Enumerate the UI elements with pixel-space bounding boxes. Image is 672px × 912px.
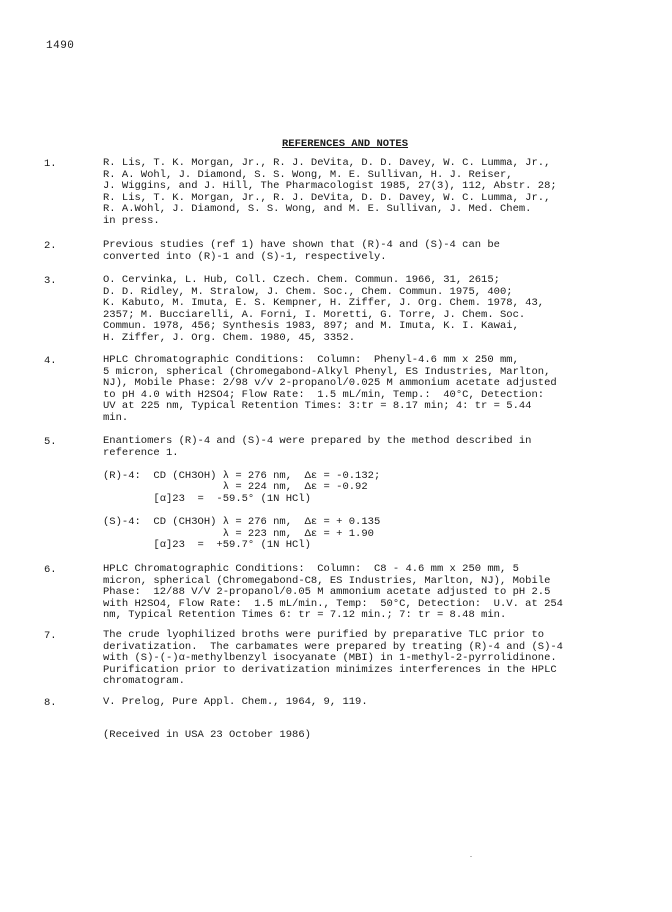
reference-line: with (S)-(-)α-methylbenzyl isocyanate (MBI) in 1-methyl-2-pyrrolidinone. xyxy=(103,652,557,665)
reference-line: Enantiomers (R)-4 and (S)-4 were prepared by the method described in xyxy=(103,435,532,447)
reference-line: converted into (R)-1 and (S)-1, respectively. xyxy=(103,250,387,263)
section-title: REFERENCES AND NOTES xyxy=(281,138,409,150)
reference-number: 2. xyxy=(44,240,57,252)
page-number: 1490 xyxy=(46,40,75,52)
reference-number: 7. xyxy=(44,630,57,642)
reference-number: 4. xyxy=(44,355,57,367)
reference-line: K. Kabuto, M. Imuta, E. S. Kempner, H. Ziffer, J. Org. Chem. 1978, 43, xyxy=(103,297,545,310)
reference-line: HPLC Chromatographic Conditions: Column: C8 - 4.6 mm x 250 mm, 5 xyxy=(103,563,519,575)
reference-line: H. Ziffer, J. Org. Chem. 1980, 45, 3352. xyxy=(103,331,356,344)
reference-line: J. Wiggins, and J. Hill, The Pharmacologist 1985, 27(3), 112, Abstr. 28; xyxy=(103,180,557,193)
reference-line: Phase: 12/88 V/V 2-propanol/0.05 M ammonium acetate adjusted to pH 2.5 xyxy=(103,586,551,599)
reference-line: R. Lis, T. K. Morgan, Jr., R. J. DeVita, D. D. Davey, W. C. Lumma, Jr., xyxy=(103,157,551,169)
reference-line: chromatogram. xyxy=(103,675,185,688)
reference-line: UV at 225 nm, Typical Retention Times: 3:tr = 8.17 min; 4: tr = 5.44 xyxy=(103,400,532,413)
reference-text xyxy=(103,697,655,709)
reference-line: to pH 4.0 with H2SO4; Flow Rate: 1.5 mL/min, Temp.: 40°C, Detection: xyxy=(103,388,545,401)
reference-text xyxy=(103,436,655,552)
reference-number: 5. xyxy=(44,436,57,448)
scan-speck xyxy=(470,856,472,857)
reference-line: HPLC Chromatographic Conditions: Column: Phenyl-4.6 mm x 250 mm, xyxy=(103,354,519,366)
reference-line: The crude lyophilized broths were purified by preparative TLC prior to xyxy=(103,629,545,641)
reference-line: Commun. 1978, 456; Synthesis 1983, 897; and M. Imuta, K. I. Kawai, xyxy=(103,320,519,333)
reference-line: 2357; M. Bucciarelli, A. Forni, I. Moretti, G. Torre, J. Chem. Soc. xyxy=(103,308,526,321)
reference-line: 5 micron, spherical (Chromegabond-Alkyl Phenyl, ES Industries, Marlton, xyxy=(103,365,551,378)
reference-line: with H2SO4, Flow Rate: 1.5 mL/min., Temp: 50°C, Detection: U.V. at 254 xyxy=(103,597,563,610)
reference-number: 3. xyxy=(44,275,57,287)
reference-line: V. Prelog, Pure Appl. Chem., 1964, 9, 119. xyxy=(103,696,368,708)
reference-text xyxy=(103,158,655,228)
reference-text xyxy=(103,355,655,425)
reference-line: R. A.Wohl, J. Diamond, S. S. Wong, and M. E. Sullivan, J. Med. Chem. xyxy=(103,203,532,216)
reference-line: O. Cervinka, L. Hub, Coll. Czech. Chem. Commun. 1966, 31, 2615; xyxy=(103,274,500,286)
reference-line: λ = 224 nm, Δε = -0.92 xyxy=(103,481,368,494)
reference-line: nm, Typical Retention Times 6: tr = 7.12 min.; 7: tr = 8.48 min. xyxy=(103,609,507,622)
reference-line: [α]23 = -59.5° (1N HCl) xyxy=(103,492,311,505)
reference-line: NJ), Mobile Phase: 2/98 v/v 2-propanol/0.025 M ammonium acetate adjusted xyxy=(103,377,557,390)
reference-line: Previous studies (ref 1) have shown that (R)-4 and (S)-4 can be xyxy=(103,239,500,251)
reference-text xyxy=(103,275,655,345)
reference-line: min. xyxy=(103,411,129,424)
reference-text xyxy=(103,630,655,688)
reference-line: micron, spherical (Chromegabond-C8, ES Industries, Marlton, NJ), Mobile xyxy=(103,574,551,587)
reference-line: R. A. Wohl, J. Diamond, S. S. Wong, M. E. Sullivan, H. J. Reiser, xyxy=(103,168,513,181)
reference-line: (S)-4: CD (CH3OH) λ = 276 nm, Δε = + 0.135 xyxy=(103,516,381,529)
reference-line: D. D. Ridley, M. Stralow, J. Chem. Soc., Chem. Commun. 1975, 400; xyxy=(103,285,513,298)
reference-line: (R)-4: CD (CH3OH) λ = 276 nm, Δε = -0.132; xyxy=(103,469,381,482)
reference-number: 1. xyxy=(44,158,57,170)
reference-text xyxy=(103,240,655,263)
received-date: (Received in USA 23 October 1986) xyxy=(103,729,311,741)
reference-line: derivatization. The carbamates were prepared by treating (R)-4 and (S)-4 xyxy=(103,640,563,653)
reference-number: 6. xyxy=(44,564,57,576)
reference-text xyxy=(103,564,655,622)
reference-line: in press. xyxy=(103,214,160,227)
reference-number: 8. xyxy=(44,697,57,709)
reference-line: reference 1. xyxy=(103,446,179,459)
reference-line: R. Lis, T. K. Morgan, Jr., R. J. DeVita, D. D. Davey, W. C. Lumma, Jr., xyxy=(103,191,551,204)
reference-line: Purification prior to derivatization minimizes interferences in the HPLC xyxy=(103,663,557,676)
reference-line: λ = 223 nm, Δε = + 1.90 xyxy=(103,527,374,540)
reference-line: [α]23 = +59.7° (1N HCl) xyxy=(103,539,311,552)
